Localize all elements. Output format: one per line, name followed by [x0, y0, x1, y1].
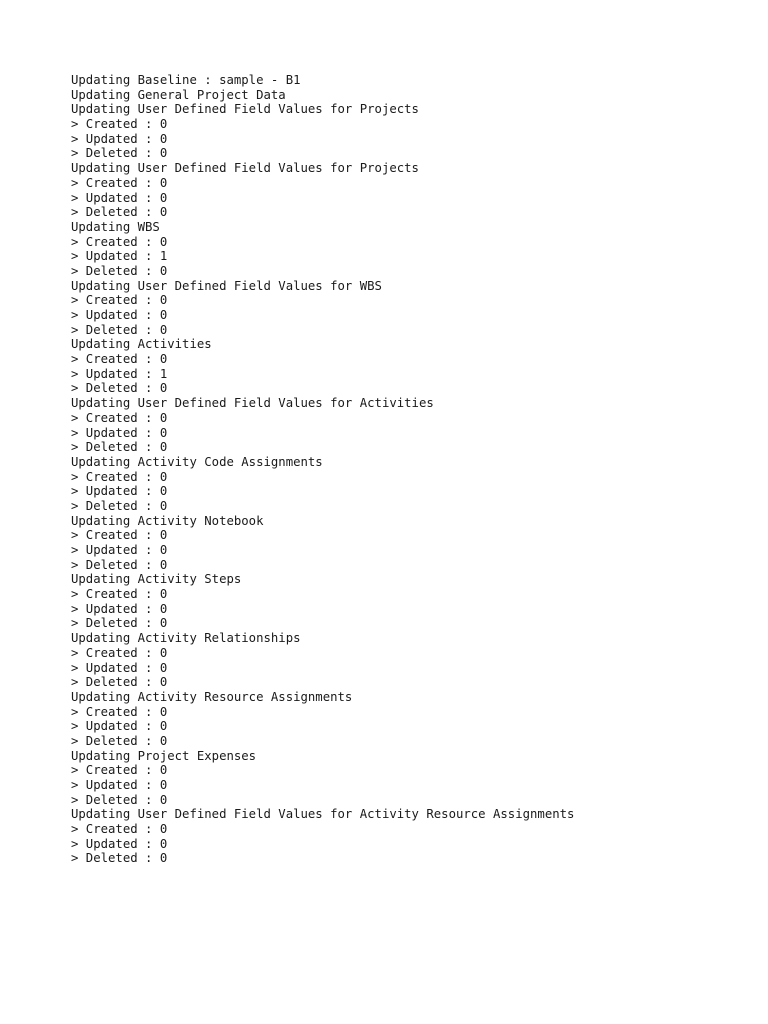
log-line: Updating Baseline : sample - B1 [71, 73, 301, 87]
log-line: > Updated : 1 [71, 249, 168, 264]
log-line: > Deleted : 0 [71, 440, 168, 455]
log-line: > Created : 0 [71, 117, 168, 132]
log-line: > Created : 0 [71, 352, 168, 367]
log-line: > Updated : 0 [71, 308, 168, 322]
log-line: Updating Activity Code Assignments [71, 454, 323, 469]
log-line: > Created : 0 [71, 469, 168, 484]
log-line: > Created : 0 [71, 645, 168, 660]
log-line: > Updated : 0 [71, 543, 168, 557]
log-line: > Created : 0 [71, 410, 168, 425]
log-line: > Created : 0 [71, 763, 168, 778]
log-line: > Created : 0 [71, 234, 168, 249]
log-line: > Created : 0 [71, 528, 168, 543]
log-line: > Updated : 0 [71, 131, 168, 146]
log-line: > Deleted : 0 [71, 616, 168, 631]
log-line: Updating Activity Relationships [71, 631, 301, 646]
log-line: Updating Project Expenses [71, 748, 257, 763]
log-line: > Updated : 0 [71, 660, 168, 675]
log-line: > Created : 0 [71, 293, 168, 308]
log-line: Updating User Defined Field Values for Projects [71, 161, 419, 176]
log-line: > Updated : 0 [71, 484, 168, 499]
log-line: Updating User Defined Field Values for Activities [71, 396, 434, 411]
log-line: > Deleted : 0 [71, 498, 168, 513]
log-line: Updating User Defined Field Values for WBS [71, 278, 382, 293]
log-line: > Created : 0 [71, 175, 168, 190]
log-line: > Deleted : 0 [71, 381, 168, 396]
log-line: Updating User Defined Field Values for Activity Resource Assignments [71, 807, 575, 822]
log-line: Updating General Project Data [71, 87, 286, 102]
log-line: > Deleted : 0 [71, 205, 168, 220]
log-line: > Updated : 0 [71, 778, 168, 792]
log-line: > Deleted : 0 [71, 733, 168, 748]
log-line: > Updated : 0 [71, 601, 168, 616]
log-line: > Deleted : 0 [71, 851, 168, 866]
log-line: > Updated : 0 [71, 836, 168, 851]
log-line: > Created : 0 [71, 704, 168, 719]
log-line: > Updated : 1 [71, 366, 168, 381]
log-line: Updating Activity Steps [71, 572, 242, 587]
log-line: > Created : 0 [71, 587, 168, 602]
log-line: > Deleted : 0 [71, 792, 168, 807]
log-line: > Created : 0 [71, 822, 168, 837]
log-line: > Updated : 0 [71, 425, 168, 440]
log-line: > Updated : 0 [71, 719, 168, 734]
log-line: Updating WBS [71, 219, 160, 234]
log-line: Updating Activity Notebook [71, 513, 264, 528]
log-line: Updating Activities [71, 337, 212, 352]
log-line: Updating User Defined Field Values for Projects [71, 102, 419, 117]
update-log [71, 73, 574, 866]
log-line: > Deleted : 0 [71, 322, 168, 337]
log-line: > Deleted : 0 [71, 675, 168, 690]
log-line: > Updated : 0 [71, 190, 168, 205]
log-line: > Deleted : 0 [71, 557, 168, 572]
log-line: > Deleted : 0 [71, 263, 168, 278]
log-line: Updating Activity Resource Assignments [71, 689, 353, 704]
log-line: > Deleted : 0 [71, 146, 168, 161]
